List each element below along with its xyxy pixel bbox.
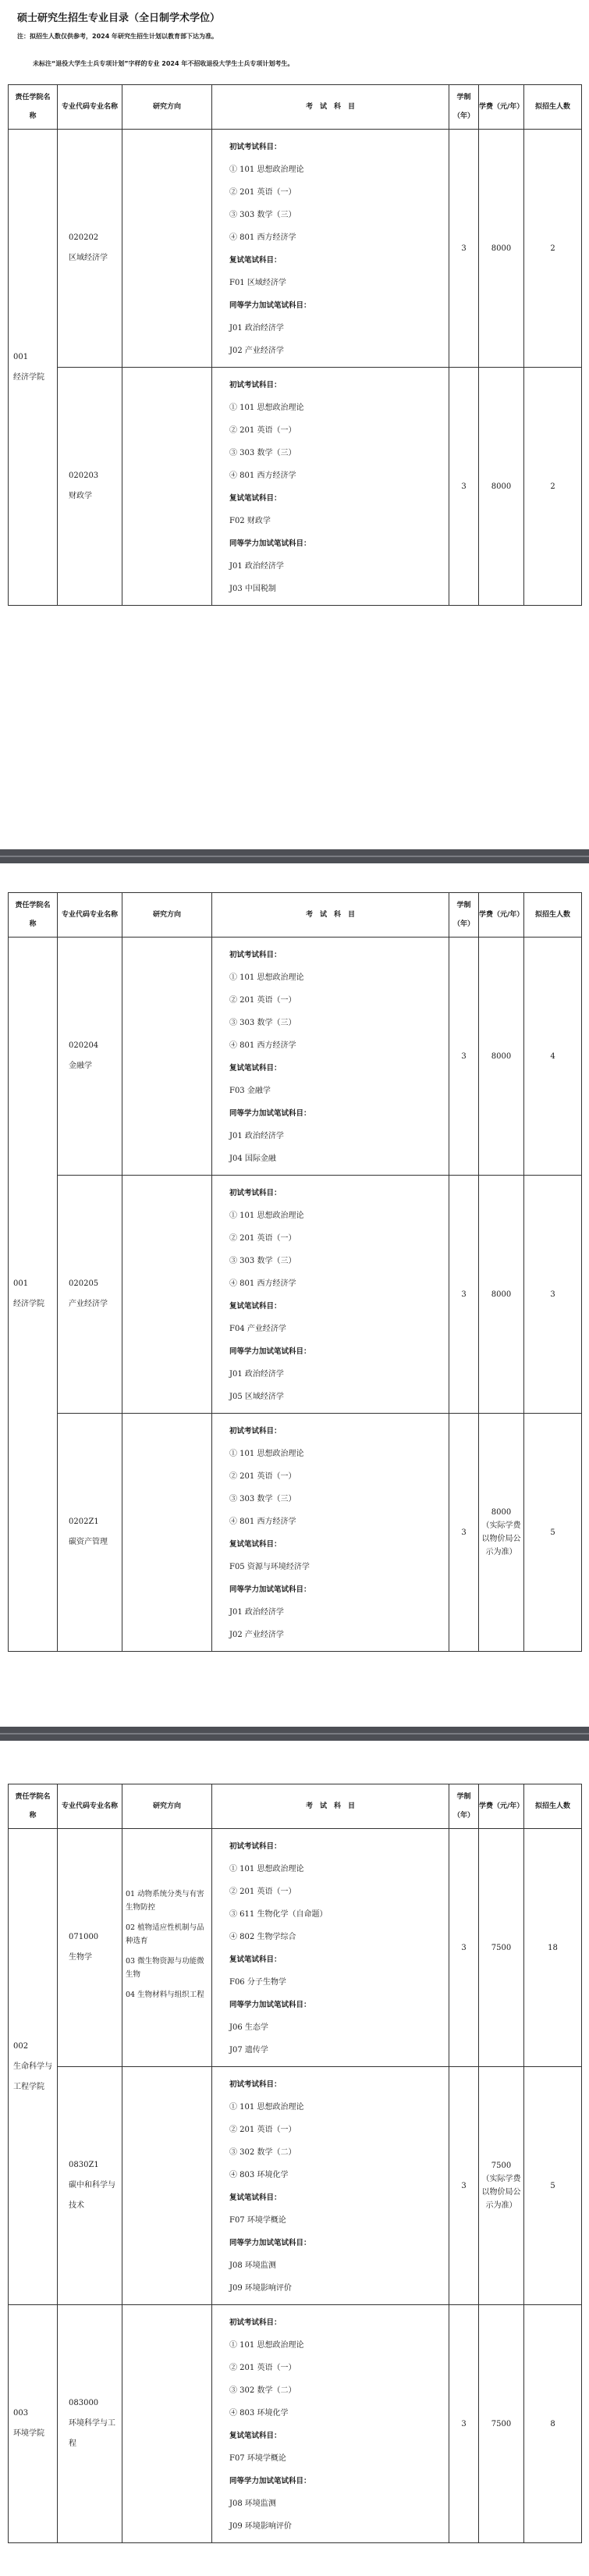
school-name: 经济学院 [13, 1300, 44, 1308]
exam-section-heading: 同等学力加试笔试科目： [229, 2239, 311, 2247]
table-row [9, 2067, 582, 2305]
years-cell [449, 368, 479, 606]
school-cell [9, 1829, 58, 2305]
page-title: 硕士研究生招生专业目录（全日制学术学位） [17, 12, 221, 24]
catalog-table [8, 1784, 582, 2543]
research-direction: 01 动物系统分类与有害生物防控 [126, 1889, 204, 1912]
study-years: 3 [461, 2181, 467, 2190]
enrollment-quota: 2 [550, 482, 555, 491]
years-cell [449, 1176, 479, 1414]
note-veteran-plan: 未标注“退役大学生士兵专项计划”字样的专业 2024 年不招收退役大学生士兵专项计划考生。 [33, 60, 294, 67]
col-exam-header [212, 85, 449, 130]
exam-subject: ④ 803 环境化学 [229, 2171, 289, 2179]
enrollment-quota: 8 [550, 2419, 555, 2428]
column-header-label: 责任学院名 称 [15, 1793, 58, 1820]
exam-subject: F02 财政学 [229, 517, 271, 525]
major-cell [58, 2067, 122, 2305]
exam-subject: F06 分子生物学 [229, 1978, 286, 1987]
school-name: 经济学院 [13, 372, 44, 382]
exam-subject: J01 政治经济学 [229, 324, 284, 333]
enrollment-quota: 18 [548, 1943, 558, 1952]
direction-cell [122, 1829, 212, 2067]
exam-section-heading: 初试考试科目： [229, 2318, 282, 2327]
major-name: 金融学 [69, 1062, 92, 1070]
exam-subject: J01 政治经济学 [229, 562, 284, 571]
column-header-label: 拟招生人数 [534, 1802, 570, 1810]
school-code: 001 [13, 1279, 29, 1288]
tuition-fee: 8000 [491, 244, 512, 253]
exam-cell [212, 1176, 449, 1414]
exam-subject: F05 资源与环境经济学 [229, 1563, 310, 1571]
exam-subject: ④ 801 西方经济学 [229, 1279, 296, 1288]
major-name: 财政学 [69, 492, 92, 500]
exam-section-heading: 复试笔试科目： [229, 256, 282, 265]
table-header-row [9, 1784, 582, 1829]
fee-cell [479, 368, 524, 606]
column-header-label: 研究方向 [152, 911, 181, 919]
col-direction-header [122, 893, 212, 938]
major-code: 020204 [69, 1041, 99, 1050]
exam-subject: J03 中国税制 [229, 585, 276, 593]
exam-section-heading: 复试笔试科目： [229, 1302, 282, 1311]
exam-section-heading: 初试考试科目： [229, 1842, 282, 1851]
exam-section-heading: 同等学力加试笔试科目： [229, 1347, 311, 1356]
exam-section-heading: 复试笔试科目： [229, 1955, 282, 1964]
col-years-header [449, 85, 479, 130]
quota-cell [524, 2305, 582, 2543]
study-years: 3 [461, 1943, 467, 1952]
col-exam-header [212, 1784, 449, 1829]
exam-subject: ① 101 思想政治理论 [229, 1212, 304, 1220]
exam-section-heading: 同等学力加试笔试科目： [229, 301, 311, 310]
table-header-row [9, 85, 582, 130]
exam-subject: ② 201 英语（一） [229, 1888, 296, 1896]
enrollment-quota: 5 [550, 2181, 555, 2190]
column-header-label: 考 试 科 目 [305, 1802, 355, 1810]
exam-cell [212, 938, 449, 1176]
years-cell [449, 1414, 479, 1652]
major-cell [58, 1176, 122, 1414]
col-school-header [9, 893, 58, 938]
major-code: 020202 [69, 233, 99, 242]
major-code: 0830Z1 [69, 2161, 99, 2169]
exam-subject: ① 101 思想政治理论 [229, 165, 304, 174]
exam-subject: ② 201 英语（一） [229, 2126, 296, 2134]
study-years: 3 [461, 2419, 467, 2428]
catalog-table [8, 892, 582, 1652]
major-name: 产业经济学 [69, 1300, 108, 1308]
exam-subject: J09 环境影响评价 [229, 2522, 292, 2531]
table-header-row [9, 893, 582, 938]
exam-subject: ③ 611 生物化学（自命题） [229, 1910, 328, 1919]
exam-subject: F01 区域经济学 [229, 279, 286, 287]
major-code: 020205 [69, 1279, 99, 1288]
exam-section-heading: 复试笔试科目： [229, 494, 282, 503]
col-major-header [58, 893, 122, 938]
exam-subject: J04 国际金融 [229, 1155, 276, 1163]
major-cell [58, 2305, 122, 2543]
col-fee-header [479, 85, 524, 130]
exam-subject: ① 101 思想政治理论 [229, 1865, 304, 1873]
major-code: 071000 [69, 1933, 99, 1941]
tuition-fee: 8000 [491, 1290, 512, 1299]
column-header-label: 研究方向 [152, 1802, 181, 1810]
exam-section-heading: 同等学力加试笔试科目： [229, 1109, 311, 1118]
exam-subject: ② 201 英语（一） [229, 996, 296, 1005]
note-quota: 注：拟招生人数仅供参考，2024 年研究生招生计划以教育部下达为准。 [17, 33, 218, 40]
column-header-label: 考 试 科 目 [305, 103, 355, 111]
exam-subject: ④ 801 西方经济学 [229, 1517, 296, 1526]
exam-subject: J07 遗传学 [229, 2046, 268, 2055]
exam-section-heading: 初试考试科目： [229, 2080, 282, 2089]
column-header-label: 学费（元/年） [479, 911, 524, 919]
exam-section-heading: 同等学力加试笔试科目： [229, 2001, 311, 2009]
page-separator [0, 1727, 589, 1741]
exam-subject: ② 201 英语（一） [229, 1472, 296, 1481]
quota-cell [524, 1829, 582, 2067]
exam-subject: J02 产业经济学 [229, 1631, 284, 1639]
exam-subject: ③ 303 数学（三） [229, 211, 296, 219]
exam-section-heading: 初试考试科目： [229, 951, 282, 959]
tuition-fee: 8000 [491, 1051, 512, 1061]
exam-subject: ② 201 英语（一） [229, 426, 296, 435]
research-direction: 03 微生物资源与功能微生物 [126, 1956, 204, 1979]
exam-cell [212, 2305, 449, 2543]
exam-subject: ④ 801 西方经济学 [229, 1041, 296, 1050]
exam-subject: J02 产业经济学 [229, 347, 284, 355]
exam-subject: J05 区域经济学 [229, 1393, 284, 1401]
tuition-fee: 7500 [491, 2161, 512, 2170]
table-row [9, 2305, 582, 2543]
catalog-page-1 [8, 84, 581, 606]
table-row [9, 1176, 582, 1414]
exam-subject: ② 201 英语（一） [229, 188, 296, 197]
page-separator [0, 849, 589, 863]
fee-cell [479, 2067, 524, 2305]
quota-cell [524, 130, 582, 368]
exam-subject: ③ 303 数学（三） [229, 1019, 296, 1027]
col-major-header [58, 85, 122, 130]
col-fee-header [479, 893, 524, 938]
study-years: 3 [461, 1528, 467, 1537]
exam-section-heading: 复试笔试科目： [229, 1064, 282, 1073]
column-header-label: 学制（年） [452, 1793, 474, 1820]
school-cell [9, 938, 58, 1652]
major-code: 020203 [69, 471, 99, 480]
tuition-note: （实际学费以物价局公示为准） [481, 1521, 521, 1557]
school-code: 001 [13, 352, 29, 361]
tuition-fee: 7500 [491, 2419, 512, 2428]
school-name: 生命科学与工程学院 [13, 2062, 52, 2091]
years-cell [449, 2067, 479, 2305]
exam-subject: F07 环境学概论 [229, 2454, 286, 2463]
study-years: 3 [461, 1290, 467, 1299]
exam-section-heading: 初试考试科目： [229, 143, 282, 151]
exam-subject: J08 环境监测 [229, 2500, 276, 2508]
study-years: 3 [461, 244, 467, 253]
page-header [17, 9, 575, 87]
column-header-label: 拟招生人数 [534, 911, 570, 919]
major-name: 碳资产管理 [69, 1538, 108, 1546]
col-quota-header [524, 893, 582, 938]
exam-subject: F07 环境学概论 [229, 2216, 286, 2225]
quota-cell [524, 368, 582, 606]
direction-cell [122, 2305, 212, 2543]
exam-subject: ① 101 思想政治理论 [229, 2341, 304, 2350]
enrollment-quota: 5 [550, 1528, 555, 1537]
exam-subject: ④ 803 环境化学 [229, 2409, 289, 2418]
years-cell [449, 938, 479, 1176]
direction-cell [122, 2067, 212, 2305]
exam-subject: ① 101 思想政治理论 [229, 973, 304, 982]
fee-cell [479, 2305, 524, 2543]
column-header-label: 专业代码专业名称 [61, 103, 118, 111]
school-cell [9, 2305, 58, 2543]
fee-cell [479, 1829, 524, 2067]
column-header-label: 学制（年） [452, 94, 474, 120]
exam-cell [212, 1414, 449, 1652]
major-cell [58, 368, 122, 606]
fee-cell [479, 130, 524, 368]
study-years: 3 [461, 1051, 467, 1061]
table-row [9, 1414, 582, 1652]
exam-subject: ① 101 思想政治理论 [229, 2103, 304, 2112]
quota-cell [524, 1176, 582, 1414]
exam-cell [212, 2067, 449, 2305]
exam-subject: ② 201 英语（一） [229, 1234, 296, 1243]
exam-section-heading: 初试考试科目： [229, 1427, 282, 1436]
quota-cell [524, 2067, 582, 2305]
major-cell [58, 938, 122, 1176]
exam-cell [212, 368, 449, 606]
major-code: 083000 [69, 2399, 99, 2407]
research-direction: 02 植物适应性机制与品种选育 [126, 1923, 204, 1945]
direction-cell [122, 938, 212, 1176]
exam-subject: J09 环境影响评价 [229, 2284, 292, 2293]
exam-subject: ③ 303 数学（三） [229, 1495, 296, 1503]
fee-cell [479, 1414, 524, 1652]
exam-subject: F04 产业经济学 [229, 1325, 286, 1333]
exam-subject: J01 政治经济学 [229, 1132, 284, 1140]
direction-cell [122, 1176, 212, 1414]
table-row [9, 368, 582, 606]
school-cell [9, 130, 58, 606]
exam-subject: ② 201 英语（一） [229, 2364, 296, 2372]
exam-subject: J06 生态学 [229, 2023, 268, 2032]
years-cell [449, 2305, 479, 2543]
col-school-header [9, 85, 58, 130]
col-fee-header [479, 1784, 524, 1829]
major-name: 环境科学与工程 [69, 2419, 115, 2448]
quota-cell [524, 938, 582, 1176]
quota-cell [524, 1414, 582, 1652]
column-header-label: 学费（元/年） [479, 103, 524, 111]
col-major-header [58, 1784, 122, 1829]
column-header-label: 责任学院名 称 [15, 902, 58, 928]
column-header-label: 学制（年） [452, 902, 474, 928]
exam-subject: ① 101 思想政治理论 [229, 404, 304, 412]
exam-section-heading: 初试考试科目： [229, 1189, 282, 1197]
exam-subject: J01 政治经济学 [229, 1608, 284, 1617]
exam-subject: ④ 802 生物学综合 [229, 1933, 296, 1941]
col-direction-header [122, 85, 212, 130]
major-name: 生物学 [69, 1953, 92, 1962]
table-row [9, 1829, 582, 2067]
tuition-fee: 7500 [491, 1943, 512, 1952]
col-years-header [449, 893, 479, 938]
exam-section-heading: 初试考试科目： [229, 381, 282, 390]
major-code: 0202Z1 [69, 1517, 99, 1526]
exam-subject: ① 101 思想政治理论 [229, 1450, 304, 1458]
fee-cell [479, 938, 524, 1176]
exam-section-heading: 复试笔试科目： [229, 1540, 282, 1549]
exam-subject: ③ 303 数学（三） [229, 449, 296, 457]
exam-section-heading: 同等学力加试笔试科目： [229, 1585, 311, 1594]
exam-subject: J08 环境监测 [229, 2261, 276, 2270]
exam-section-heading: 复试笔试科目： [229, 2432, 282, 2440]
years-cell [449, 130, 479, 368]
col-direction-header [122, 1784, 212, 1829]
column-header-label: 专业代码专业名称 [61, 911, 118, 919]
column-header-label: 学费（元/年） [479, 1802, 524, 1810]
school-code: 003 [13, 2409, 29, 2418]
research-direction: 04 生物材料与组织工程 [126, 1990, 204, 1999]
enrollment-quota: 2 [550, 244, 555, 253]
column-header-label: 研究方向 [152, 103, 181, 111]
major-cell [58, 130, 122, 368]
exam-subject: ④ 801 西方经济学 [229, 471, 296, 480]
tuition-fee: 8000 [491, 1508, 512, 1517]
exam-subject: ④ 801 西方经济学 [229, 233, 296, 242]
col-quota-header [524, 1784, 582, 1829]
study-years: 3 [461, 482, 467, 491]
fee-cell [479, 1176, 524, 1414]
column-header-label: 拟招生人数 [534, 103, 570, 111]
direction-cell [122, 1414, 212, 1652]
col-years-header [449, 1784, 479, 1829]
exam-section-heading: 同等学力加试笔试科目： [229, 539, 311, 548]
catalog-page-2 [8, 892, 581, 1652]
exam-section-heading: 同等学力加试笔试科目： [229, 2477, 311, 2485]
col-exam-header [212, 893, 449, 938]
exam-cell [212, 130, 449, 368]
table-row [9, 938, 582, 1176]
major-cell [58, 1414, 122, 1652]
exam-subject: ③ 302 数学（二） [229, 2386, 296, 2395]
catalog-table [8, 84, 582, 606]
column-header-label: 专业代码专业名称 [61, 1802, 118, 1810]
major-cell [58, 1829, 122, 2067]
exam-cell [212, 1829, 449, 2067]
years-cell [449, 1829, 479, 2067]
major-name: 碳中和科学与技术 [69, 2181, 115, 2210]
col-quota-header [524, 85, 582, 130]
exam-subject: ③ 302 数学（二） [229, 2148, 296, 2157]
enrollment-quota: 4 [550, 1051, 555, 1061]
column-header-label: 责任学院名 称 [15, 94, 58, 120]
table-row [9, 130, 582, 368]
exam-subject: J01 政治经济学 [229, 1370, 284, 1379]
column-header-label: 考 试 科 目 [305, 911, 355, 919]
enrollment-quota: 3 [550, 1290, 555, 1299]
exam-section-heading: 复试笔试科目： [229, 2194, 282, 2202]
exam-subject: ③ 303 数学（三） [229, 1257, 296, 1265]
school-code: 002 [13, 2041, 29, 2051]
tuition-note: （实际学费以物价局公示为准） [481, 2175, 521, 2210]
tuition-fee: 8000 [491, 482, 512, 491]
exam-subject: F03 金融学 [229, 1087, 271, 1095]
school-name: 环境学院 [13, 2429, 44, 2438]
major-name: 区域经济学 [69, 254, 108, 262]
direction-cell [122, 368, 212, 606]
col-school-header [9, 1784, 58, 1829]
direction-cell [122, 130, 212, 368]
catalog-page-3 [8, 1784, 581, 2543]
